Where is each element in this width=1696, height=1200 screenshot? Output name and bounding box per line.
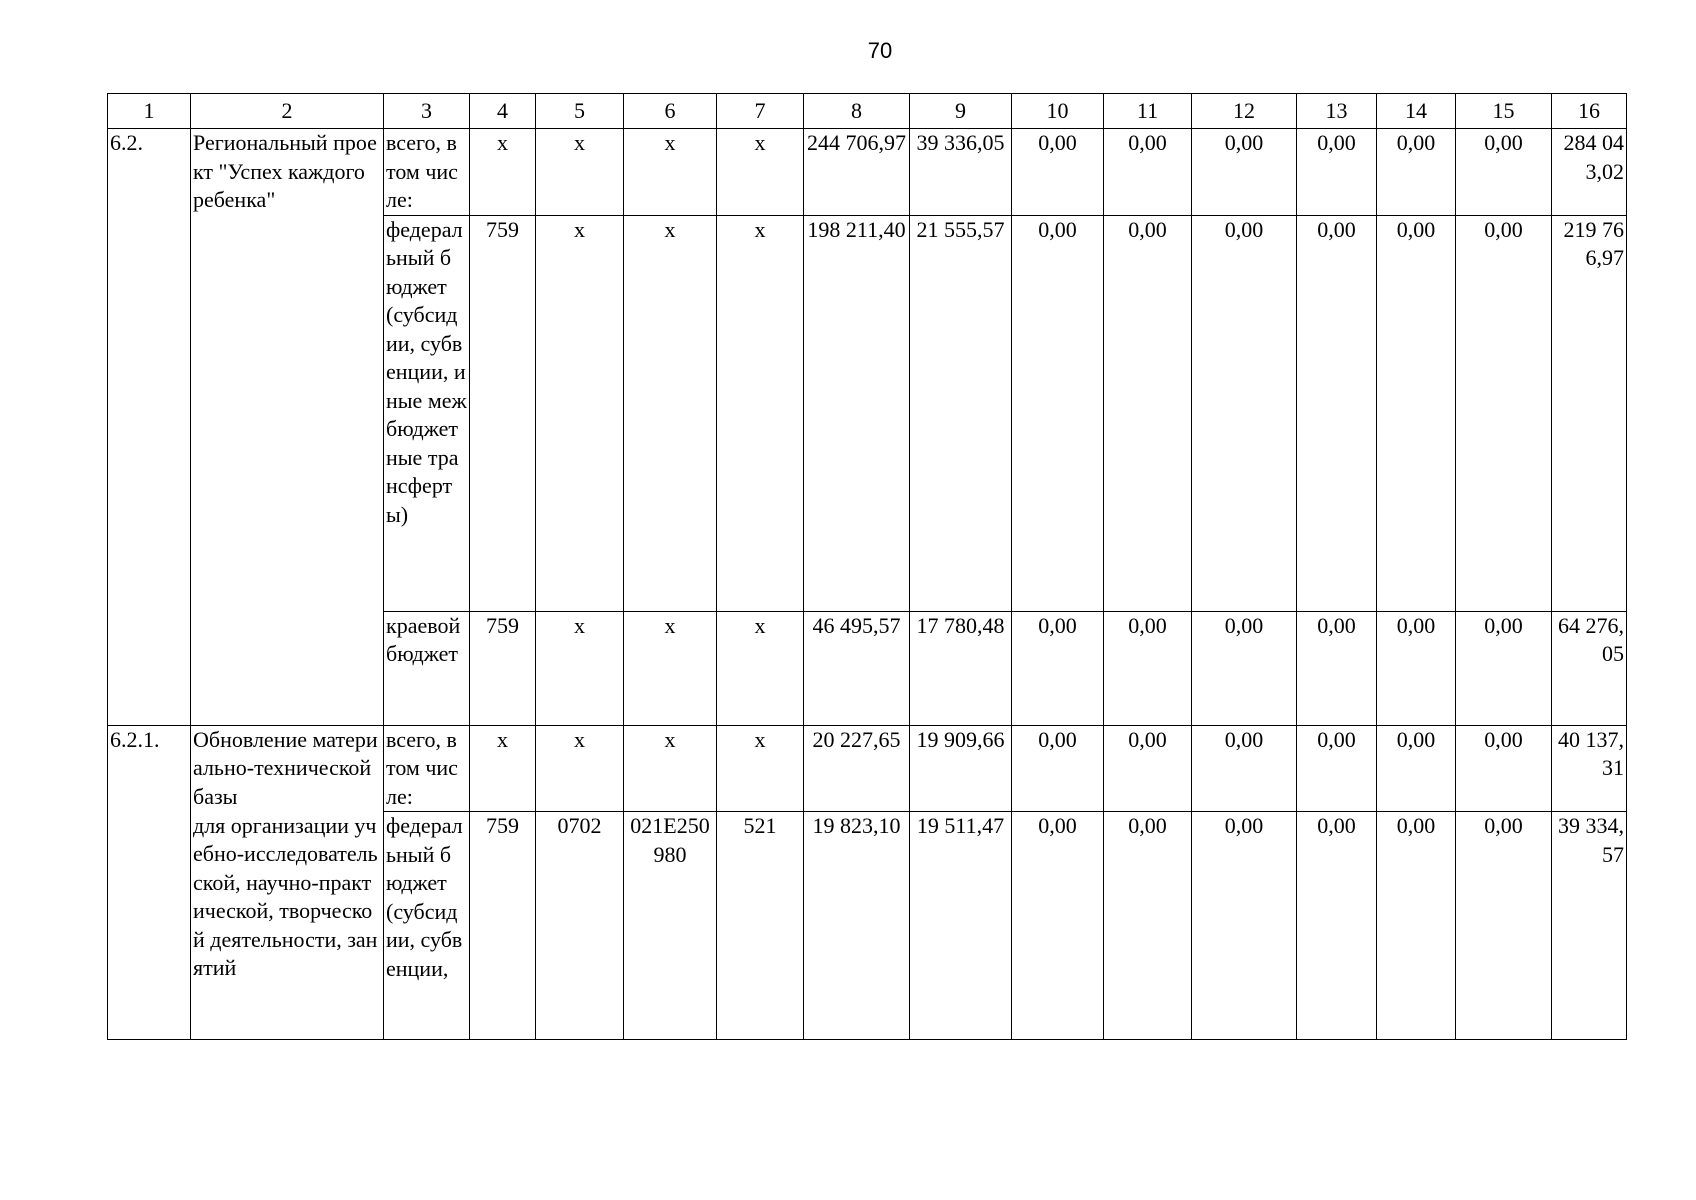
cell-target-article: х <box>624 129 717 216</box>
cell-value: 39 336,05 <box>910 129 1012 216</box>
cell-section: х <box>536 215 624 611</box>
cell-value: 0,00 <box>1456 812 1552 1040</box>
cell-value: 0,00 <box>1192 611 1297 725</box>
funding-source: федеральный бюджет (субсидии, субвенции, иные межбюджетные трансферты) <box>384 215 470 611</box>
table-row <box>108 129 1627 216</box>
cell-section: х <box>536 611 624 725</box>
cell-section: х <box>536 129 624 216</box>
cell-value: 244 706,97 <box>804 129 910 216</box>
cell-value: 0,00 <box>1104 725 1192 812</box>
cell-value: 46 495,57 <box>804 611 910 725</box>
col-header: 16 <box>1552 94 1627 129</box>
cell-expense-type: х <box>717 215 804 611</box>
col-header: 1 <box>108 94 191 129</box>
cell-value: 21 555,57 <box>910 215 1012 611</box>
cell-value: 19 909,66 <box>910 725 1012 812</box>
page-number: 70 <box>867 38 893 63</box>
cell-value: 17 780,48 <box>910 611 1012 725</box>
col-header: 14 <box>1377 94 1456 129</box>
funding-source: краевой бюджет <box>384 611 470 725</box>
cell-value: 0,00 <box>1377 812 1456 1040</box>
cell-expense-type: х <box>717 129 804 216</box>
cell-grbs: 759 <box>470 611 536 725</box>
item-number: 6.2.1. <box>108 725 191 1040</box>
cell-value: 198 211,40 <box>804 215 910 611</box>
funding-source: федеральный бюджет (субсидии, субвенции, <box>384 812 470 1040</box>
col-header: 12 <box>1192 94 1297 129</box>
cell-value: 0,00 <box>1104 812 1192 1040</box>
item-number: 6.2. <box>108 129 191 726</box>
cell-expense-type: 521 <box>717 812 804 1040</box>
table-row <box>108 812 1627 1040</box>
cell-grbs: х <box>470 129 536 216</box>
item-name: для организации учебно-исследовательской, научно-практической, творческой деятельности, занятий <box>191 812 384 1040</box>
cell-value: 0,00 <box>1192 215 1297 611</box>
cell-expense-type: х <box>717 611 804 725</box>
col-header: 9 <box>910 94 1012 129</box>
cell-value: 0,00 <box>1012 812 1104 1040</box>
cell-value: 0,00 <box>1192 725 1297 812</box>
col-header: 5 <box>536 94 624 129</box>
cell-value: 0,00 <box>1012 129 1104 216</box>
cell-grbs: 759 <box>470 812 536 1040</box>
item-name: Региональный проект "Успех каждого ребенка" <box>191 129 384 726</box>
funding-source: всего, в том числе: <box>384 725 470 812</box>
cell-value: 0,00 <box>1012 215 1104 611</box>
cell-total: 39 334,57 <box>1552 812 1627 1040</box>
col-header: 3 <box>384 94 470 129</box>
cell-target-article: 021E250980 <box>624 812 717 1040</box>
cell-total: 284 043,02 <box>1552 129 1627 216</box>
item-name: Обновление материально-технической базы <box>191 725 384 812</box>
cell-target-article: х <box>624 215 717 611</box>
cell-value: 0,00 <box>1297 812 1377 1040</box>
col-header: 7 <box>717 94 804 129</box>
cell-value: 0,00 <box>1377 215 1456 611</box>
cell-value: 19 511,47 <box>910 812 1012 1040</box>
table-row <box>108 725 1627 812</box>
cell-value: 0,00 <box>1192 129 1297 216</box>
cell-target-article: х <box>624 611 717 725</box>
cell-target-article: х <box>624 725 717 812</box>
budget-table <box>107 93 1627 1040</box>
col-header: 8 <box>804 94 910 129</box>
col-header: 15 <box>1456 94 1552 129</box>
cell-total: 40 137,31 <box>1552 725 1627 812</box>
cell-expense-type: х <box>717 725 804 812</box>
cell-value: 0,00 <box>1456 725 1552 812</box>
col-header: 2 <box>191 94 384 129</box>
col-header: 10 <box>1012 94 1104 129</box>
cell-value: 0,00 <box>1456 129 1552 216</box>
cell-value: 0,00 <box>1297 725 1377 812</box>
cell-section: 0702 <box>536 812 624 1040</box>
cell-value: 0,00 <box>1377 611 1456 725</box>
cell-value: 0,00 <box>1192 812 1297 1040</box>
funding-source: всего, в том числе: <box>384 129 470 216</box>
col-header: 11 <box>1104 94 1192 129</box>
cell-value: 0,00 <box>1297 129 1377 216</box>
col-header: 4 <box>470 94 536 129</box>
cell-value: 0,00 <box>1104 129 1192 216</box>
cell-grbs: х <box>470 725 536 812</box>
col-header: 13 <box>1297 94 1377 129</box>
cell-value: 0,00 <box>1377 725 1456 812</box>
cell-grbs: 759 <box>470 215 536 611</box>
cell-value: 0,00 <box>1456 611 1552 725</box>
cell-total: 219 766,97 <box>1552 215 1627 611</box>
cell-total: 64 276,05 <box>1552 611 1627 725</box>
cell-value: 0,00 <box>1377 129 1456 216</box>
cell-value: 0,00 <box>1297 215 1377 611</box>
col-header: 6 <box>624 94 717 129</box>
cell-value: 0,00 <box>1297 611 1377 725</box>
cell-value: 0,00 <box>1012 611 1104 725</box>
cell-section: х <box>536 725 624 812</box>
cell-value: 0,00 <box>1456 215 1552 611</box>
column-number-header <box>108 94 1627 129</box>
cell-value: 19 823,10 <box>804 812 910 1040</box>
cell-value: 20 227,65 <box>804 725 910 812</box>
cell-value: 0,00 <box>1104 611 1192 725</box>
cell-value: 0,00 <box>1104 215 1192 611</box>
cell-value: 0,00 <box>1012 725 1104 812</box>
